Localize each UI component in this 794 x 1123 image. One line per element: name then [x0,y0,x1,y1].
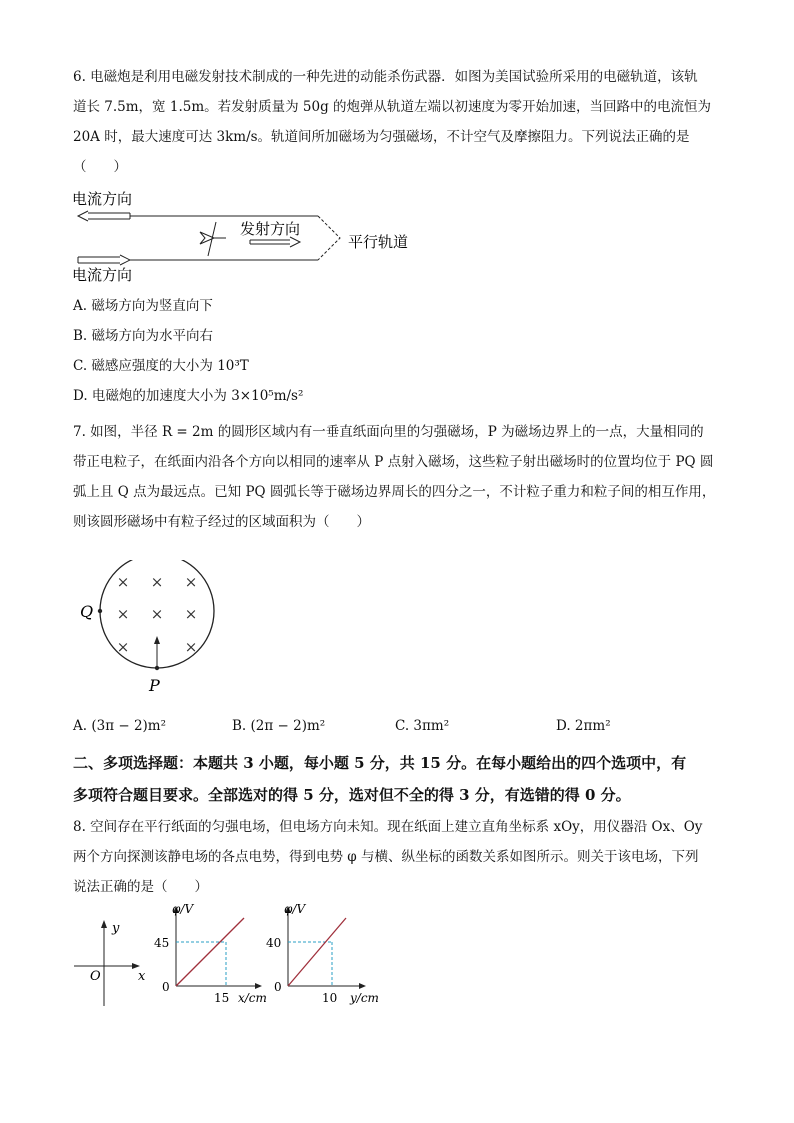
cross-icon: × [150,605,164,623]
graph2-x-arrowhead [359,983,366,989]
q7-point-p [155,666,159,670]
q7-line-1: 7. 如图，半径 R = 2m 的圆形区域内有一垂直纸面向里的匀强磁场，P 为磁场边界上的一点，大量相同的 [73,424,704,440]
cross-icon: × [184,638,198,656]
q6-option-d: D. 电磁炮的加速度大小为 3×10⁵m/s² [73,388,304,404]
q8-axis-x-label: x [138,969,146,984]
graph2-series-line [288,918,346,986]
cross-icon: × [116,638,130,656]
graph1-ylabel: φ/V [172,902,194,916]
graph1-xlabel: x/cm [238,991,267,1005]
q8-graph-phi-x [150,898,270,1008]
q6-line-4: （ ） [73,159,127,175]
graph2-y-value: 40 [266,936,282,950]
q8-axes-figure [70,918,154,1010]
q7-option-c: C. 3πm² [395,718,450,734]
q7-q-label: Q [80,602,94,621]
graph2-xlabel: y/cm [350,991,379,1005]
q6-line-2: 道长 7.5m，宽 1.5m。若发射质量为 50g 的炮弹从轨道左端以初速度为零开始加速，当回路中的电流恒为 [73,99,712,115]
q6-rails-label: 平行轨道 [348,233,409,251]
graph2-x-value: 10 [322,991,338,1005]
cross-icon: × [150,573,164,591]
q6-current-bottom-label: 电流方向 [72,266,133,284]
q6-option-b: B. 磁场方向为水平向右 [73,328,214,344]
q8-line-3: 说法正确的是（ ） [73,879,208,895]
cross-icon: × [116,573,130,591]
q6-launch-label: 发射方向 [240,220,301,238]
graph2-ylabel: φ/V [284,902,306,916]
q7-option-b: B. (2π − 2)m² [232,718,326,734]
q8-graph-phi-y [262,898,386,1008]
graph1-y-value: 45 [154,936,170,950]
q6-current-bottom-arrow [78,255,130,265]
graph1-origin: 0 [162,980,170,994]
q7-point-q [98,609,102,613]
q7-option-a: A. (3π − 2)m² [73,718,167,734]
graph1-series-line [176,918,244,986]
q8-axis-y-label: y [112,921,120,936]
cross-icon: × [116,605,130,623]
section2-line-2: 多项符合题目要求。全部选对的得 5 分，选对但不全的得 3 分，有选错的得 0 分。 [73,786,631,804]
q7-velocity-arrowhead [154,636,160,644]
q6-line-3: 20A 时，最大速度可达 3km/s。轨道间所加磁场为匀强磁场，不计空气及摩擦阻力。下列说法正确的是 [73,129,690,145]
q8-axis-o-label: O [90,969,101,984]
q7-magnetic-field-figure [76,560,236,700]
cross-icon: × [184,605,198,623]
q6-launch-arrow [250,237,300,247]
q6-line-1: 6. 电磁炮是利用电磁发射技术制成的一种先进的动能杀伤武器．如图为美国试验所采用的电磁轨道，该轨 [73,69,698,85]
q7-option-d: D. 2πm² [556,718,611,734]
graph1-x-value: 15 [214,991,230,1005]
q7-line-2: 带正电粒子，在纸面内沿各个方向以相同的速率从 P 点射入磁场，这些粒子射出磁场时的位置均位于 PQ 圆 [73,454,714,470]
q6-railgun-figure [68,186,428,286]
q7-line-4: 则该圆形磁场中有粒子经过的区域面积为（ ） [73,514,370,530]
q8-line-2: 两个方向探测该静电场的各点电势，得到电势 φ 与横、纵坐标的函数关系如图所示。则关于该电场，下列 [73,849,699,865]
q8-line-1: 8. 空间存在平行纸面的匀强电场，但电场方向未知。现在纸面上建立直角坐标系 xOy，用仪器沿 Ox、Oy [73,819,703,835]
graph1-x-arrowhead [255,983,262,989]
q6-option-c: C. 磁感应强度的大小为 10³T [73,358,249,374]
q6-option-a: A. 磁场方向为竖直向下 [73,298,213,314]
q6-current-top-arrow [78,211,130,221]
q6-rails-pointer [318,216,340,260]
section2-line-1: 二、多项选择题：本题共 3 小题，每小题 5 分，共 15 分。在每小题给出的四个选项中，有 [73,754,687,772]
graph2-origin: 0 [274,980,282,994]
q6-current-top-label: 电流方向 [72,190,133,208]
q7-p-label: P [149,676,160,695]
cross-icon: × [184,573,198,591]
q7-line-3: 弧上且 Q 点为最远点。已知 PQ 圆弧长等于磁场边界周长的四分之一，不计粒子重力和粒子间的相互作用， [73,484,716,500]
